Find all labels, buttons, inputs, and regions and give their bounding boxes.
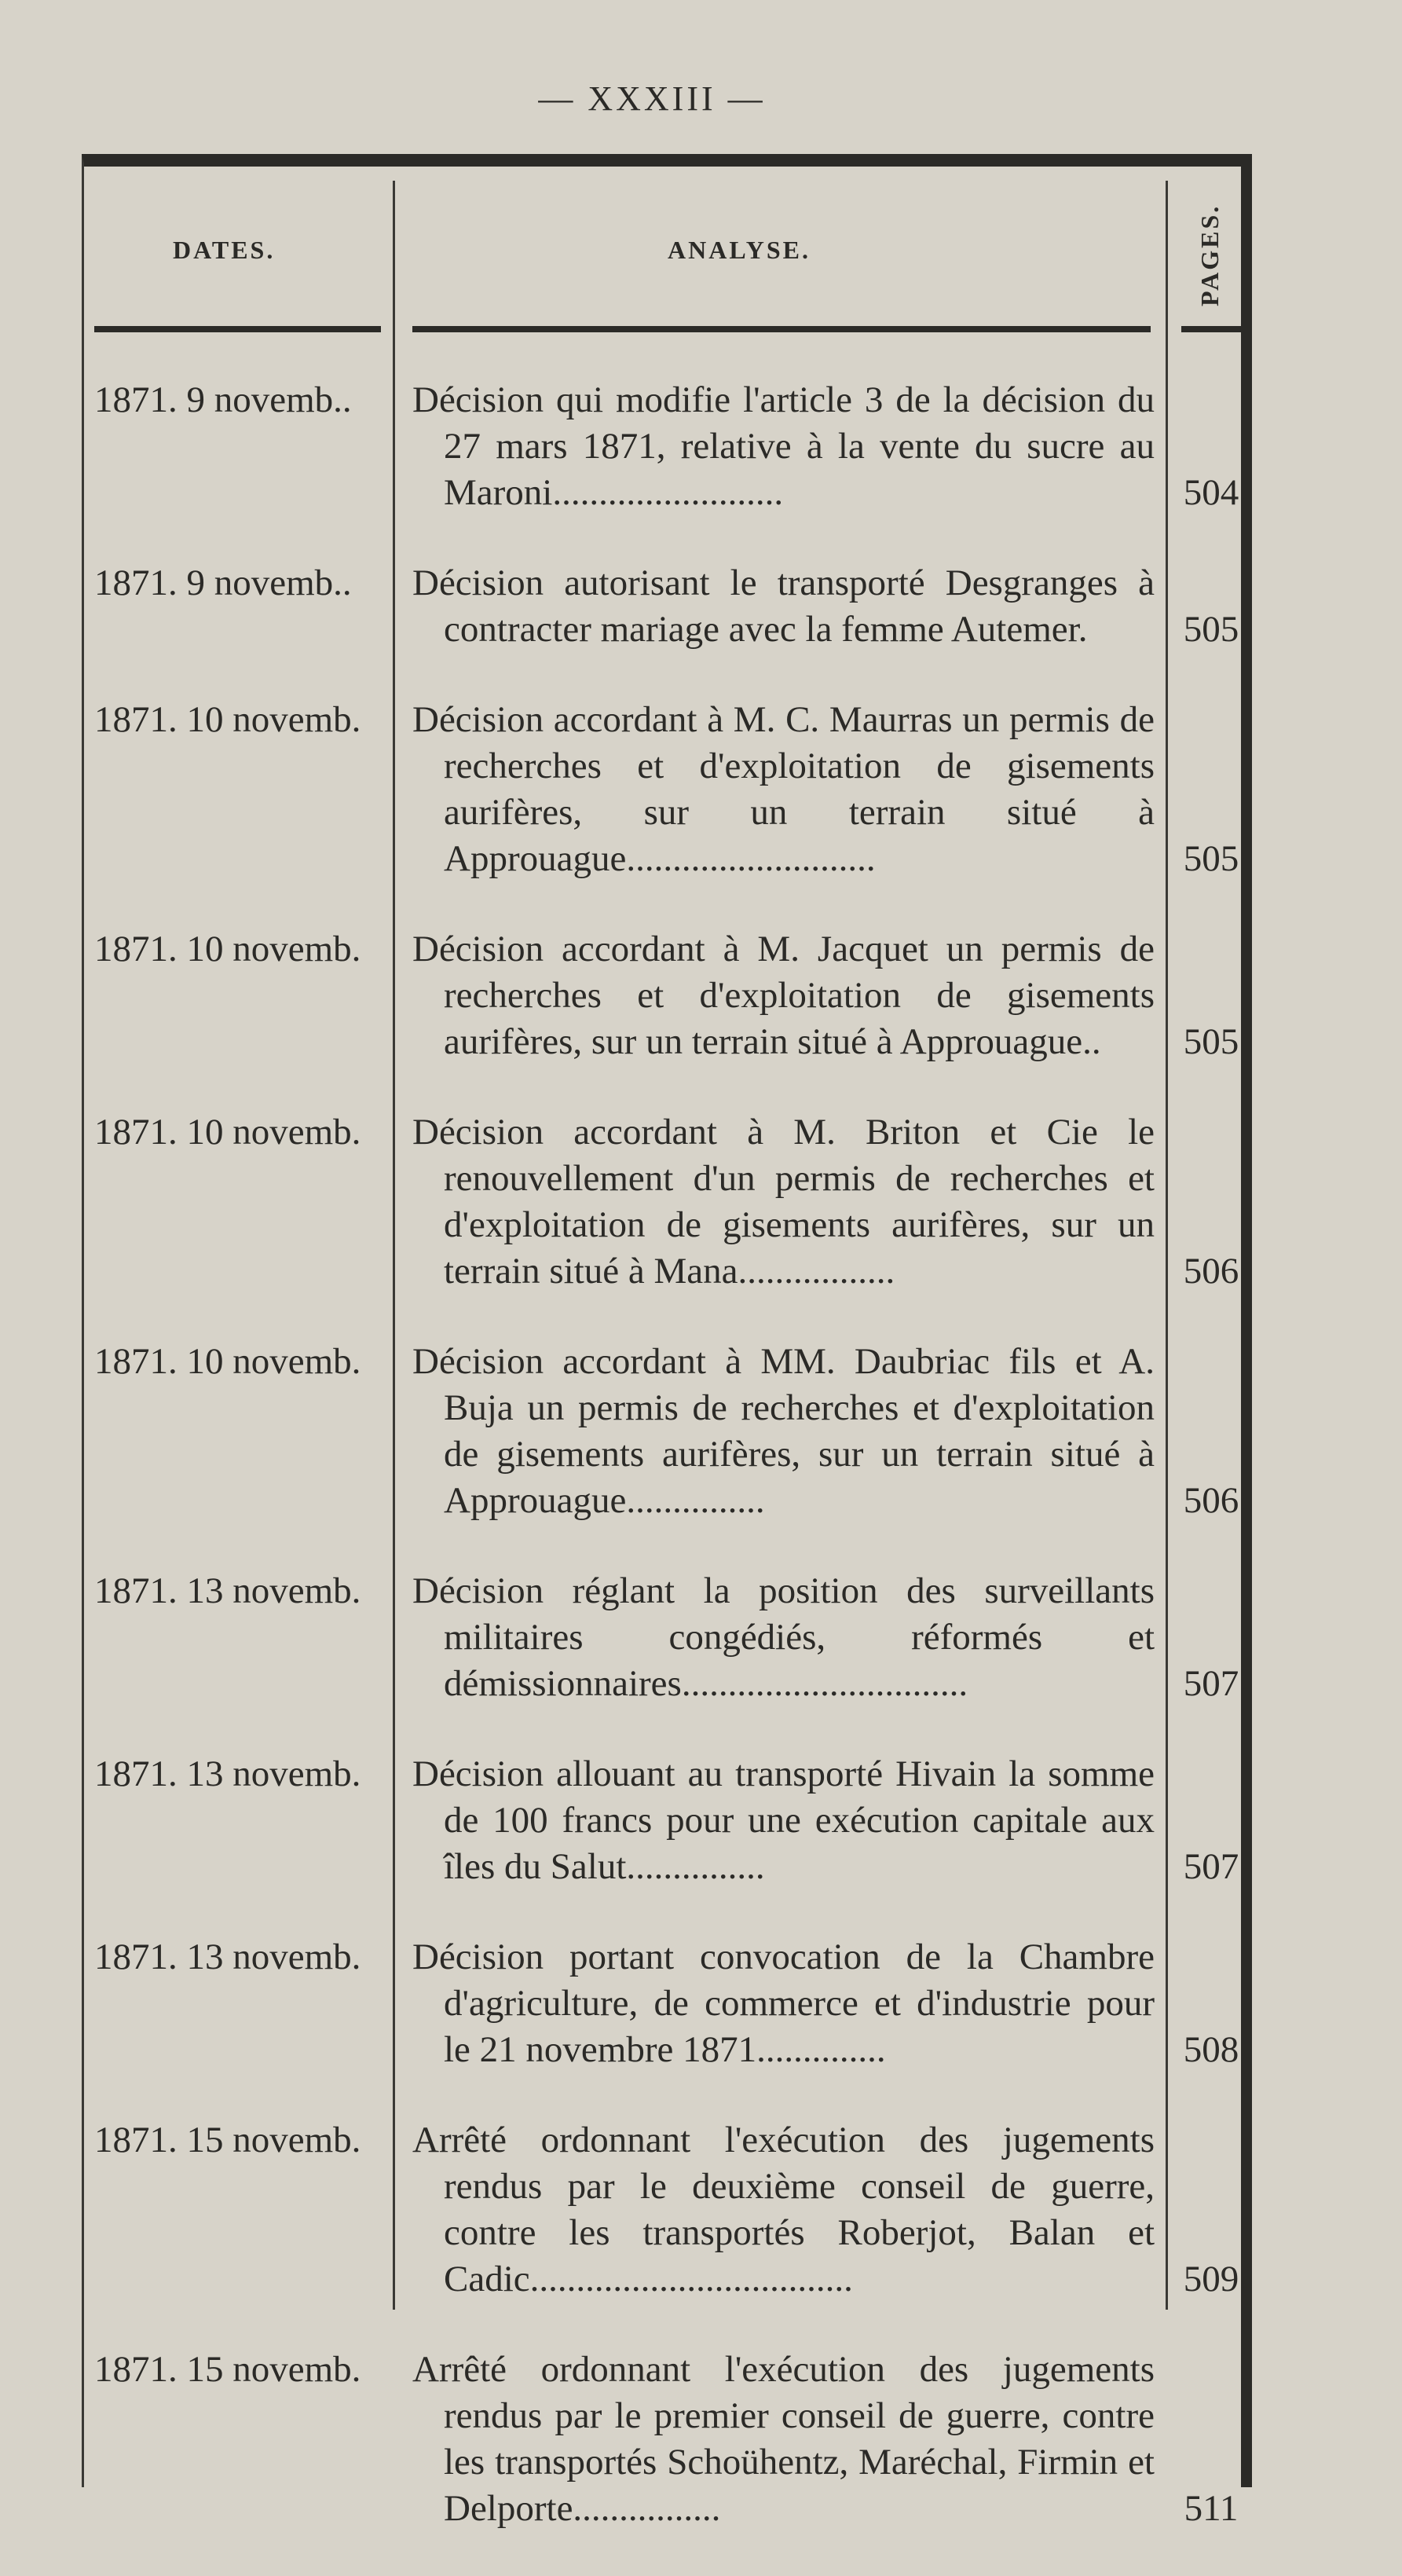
table-row: [0, 1751, 1402, 1890]
entry-analyse: Décision qui modifie l'article 3 de la décision du 27 mars 1871, relative à la vente du sucre au Maroni.........................: [412, 379, 1155, 513]
table-row: [0, 1934, 1402, 2073]
entry-page: 505: [1183, 1021, 1239, 1062]
table-row: [0, 1339, 1402, 1524]
entry-analyse: Décision allouant au transporté Hivain la somme de 100 francs pour une exécution capitale aux îles du Salut...............: [412, 1753, 1155, 1887]
entry-page: 508: [1183, 2029, 1239, 2070]
entry-page: 504: [1183, 472, 1239, 513]
entry-analyse: Arrêté ordonnant l'exécution des jugements rendus par le premier conseil de guerre, contre les transportés Schoühentz, Maréchal, Firmin et Delporte................: [412, 2349, 1155, 2529]
entry-date: 1871. 10 novemb.: [94, 1341, 361, 1382]
table-row: [0, 1568, 1402, 1707]
entry-analyse: Décision portant convocation de la Chambre d'agriculture, de commerce et d'industrie pour le 21 novembre 1871..............: [412, 1937, 1155, 2070]
entry-page: 505: [1183, 609, 1239, 650]
column-header-dates: DATES.: [173, 236, 276, 264]
entry-analyse: Décision autorisant le transporté Desgranges à contracter mariage avec la femme Autemer.: [412, 562, 1155, 650]
table-row: [0, 377, 1402, 516]
column-header-pages: PAGES.: [1181, 189, 1252, 322]
entry-date: 1871. 10 novemb.: [94, 929, 361, 969]
table-row: [0, 2347, 1402, 2532]
entry-page: 506: [1183, 1251, 1239, 1292]
entry-page: 511: [1184, 2488, 1239, 2529]
entry-analyse: Décision accordant à M. Jacquet un permis de recherches et d'exploitation de gisements aurifères, sur un terrain situé à Approuague..: [412, 929, 1155, 1062]
page-number: — XXXIII —: [538, 79, 766, 118]
entry-page: 507: [1183, 1846, 1239, 1887]
entry-date: 1871. 15 novemb.: [94, 2120, 361, 2160]
entry-date: 1871. 13 novemb.: [94, 1570, 361, 1611]
entry-page: 505: [1183, 838, 1239, 879]
header-rule-analyse: [412, 326, 1151, 332]
table-row: [0, 1109, 1402, 1295]
entry-date: 1871. 15 novemb.: [94, 2349, 361, 2390]
entry-analyse: Décision accordant à M. Briton et Cie le renouvellement d'un permis de recherches et d'exploitation de gisements aurifères, sur un terrain situé à Mana.................: [412, 1112, 1155, 1292]
entry-analyse: Arrêté ordonnant l'exécution des jugements rendus par le deuxième conseil de guerre, contre les transportés Roberjot, Balan et Cadic...................................: [412, 2120, 1155, 2299]
entry-page: 507: [1183, 1663, 1239, 1704]
table-row: [0, 560, 1402, 653]
table-row: [0, 2117, 1402, 2303]
entry-analyse: Décision réglant la position des surveillants militaires congédiés, réformés et démissionnaires...............................: [412, 1570, 1155, 1704]
entry-date: 1871. 10 novemb.: [94, 1112, 361, 1152]
entry-date: 1871. 13 novemb.: [94, 1937, 361, 1977]
entry-date: 1871. 9 novemb..: [94, 562, 352, 603]
entry-date: 1871. 9 novemb..: [94, 379, 352, 420]
table-row: [0, 926, 1402, 1065]
entry-date: 1871. 13 novemb.: [94, 1753, 361, 1794]
entry-date: 1871. 10 novemb.: [94, 699, 361, 740]
header-rule-dates: [94, 326, 381, 332]
table-row: [0, 697, 1402, 882]
entries-list: [0, 377, 1402, 2576]
header-rule-pages: [1181, 326, 1241, 332]
entry-analyse: Décision accordant à MM. Daubriac fils et A. Buja un permis de recherches et d'exploitation de gisements aurifères, sur un terrain situé à Approuague...............: [412, 1341, 1155, 1521]
entry-page: 509: [1183, 2259, 1239, 2299]
column-header-analyse: ANALYSE.: [668, 236, 811, 264]
entry-page: 506: [1183, 1480, 1239, 1521]
entry-analyse: Décision accordant à M. C. Maurras un permis de recherches et d'exploitation de gisements aurifères, sur un terrain situé à Approuague...........................: [412, 699, 1155, 879]
